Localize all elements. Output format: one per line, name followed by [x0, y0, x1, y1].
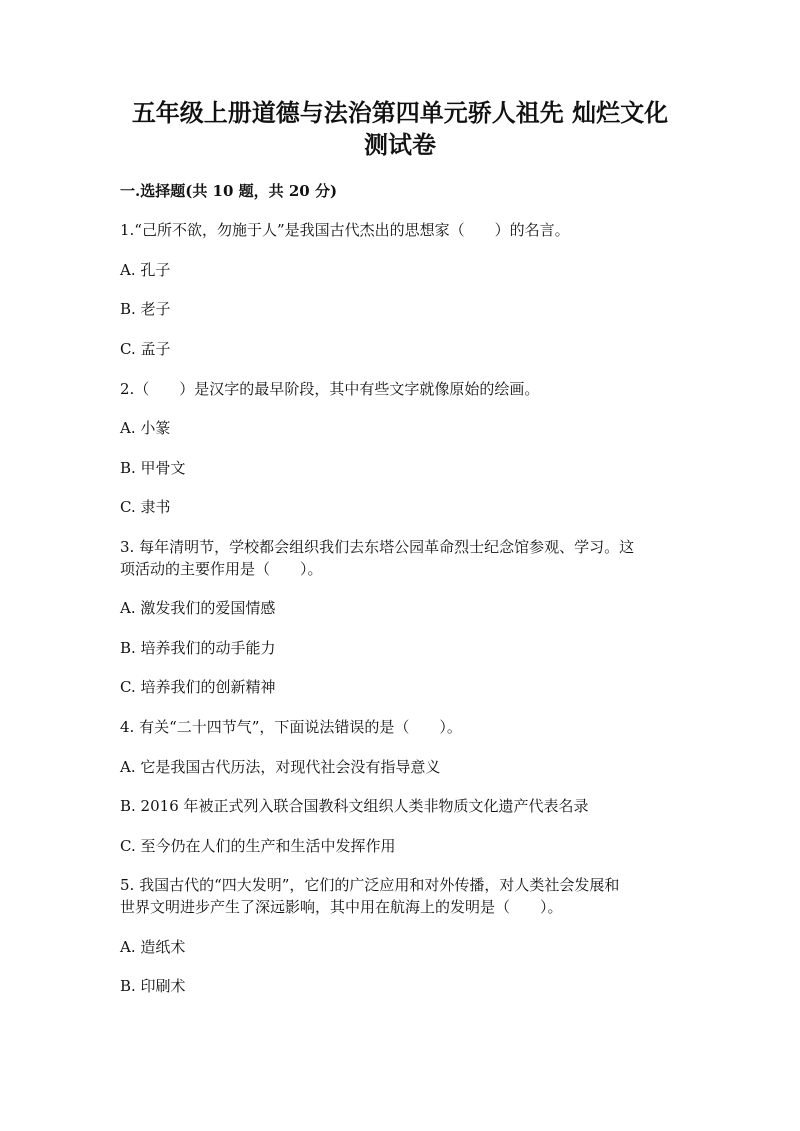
question-1-option-b: B. 老子: [120, 300, 171, 318]
question-2-option-a: A. 小篆: [120, 419, 171, 437]
page-title-line-2: 测试卷: [364, 130, 436, 159]
question-3-option-b: B. 培养我们的动手能力: [120, 639, 276, 657]
question-2-stem: 2.（ ）是汉字的最早阶段，其中有些文字就像原始的绘画。: [120, 380, 540, 398]
question-5-stem-line-2: 世界文明进步产生了深远影响，其中用在航海上的发明是（ ）。: [120, 898, 563, 916]
question-1-stem: 1.“己所不欲，勿施于人”是我国古代杰出的思想家（ ）的名言。: [120, 221, 570, 239]
section-heading: 一.选择题(共 10 题，共 20 分): [120, 182, 338, 200]
question-2-option-b: B. 甲骨文: [120, 459, 186, 477]
question-4-stem: 4. 有关“二十四节气”，下面说法错误的是（ ）。: [120, 718, 462, 736]
question-4-option-b: B. 2016 年被正式列入联合国教科文组织人类非物质文化遗产代表名录: [120, 797, 589, 815]
question-4-option-a: A. 它是我国古代历法，对现代社会没有指导意义: [120, 758, 441, 776]
question-5-option-b: B. 印刷术: [120, 977, 186, 995]
question-1-option-c: C. 孟子: [120, 340, 171, 358]
question-4-option-c: C. 至今仍在人们的生产和生活中发挥作用: [120, 837, 396, 855]
question-5-option-a: A. 造纸术: [120, 938, 186, 956]
question-3-stem-line-1: 3. 每年清明节，学校都会组织我们去东塔公园革命烈士纪念馆参观、学习。这: [120, 538, 635, 556]
question-3-stem-line-2: 项活动的主要作用是（ ）。: [120, 560, 323, 578]
question-5-stem-line-1: 5. 我国古代的“四大发明”，它们的广泛应用和对外传播，对人类社会发展和: [120, 876, 620, 894]
question-1-option-a: A. 孔子: [120, 261, 171, 279]
question-2-option-c: C. 隶书: [120, 498, 171, 516]
question-3-option-c: C. 培养我们的创新精神: [120, 678, 276, 696]
page-title-line-1: 五年级上册道德与法治第四单元骄人祖先 灿烂文化: [131, 98, 669, 127]
question-3-option-a: A. 激发我们的爱国情感: [120, 599, 276, 617]
